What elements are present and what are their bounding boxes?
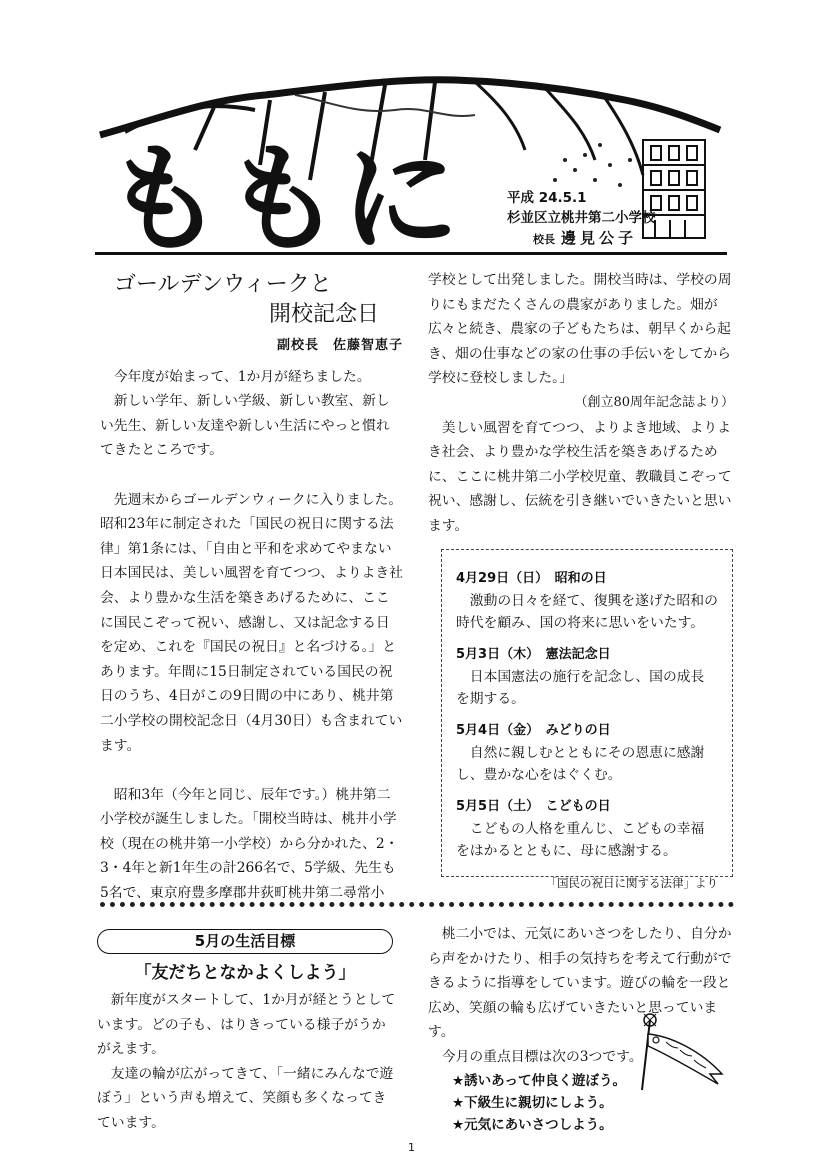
article-paragraph: 今年度が始まって、1か月が経ちました。 (113, 368, 371, 385)
masthead-rule (95, 252, 727, 255)
goals-left-column (97, 988, 397, 1136)
page-number: 1 (408, 1141, 415, 1154)
goal-slogan: 「友だちとなかよくしよう」 (134, 963, 356, 983)
holiday-description: こどもの人格を重んじ、こどもの幸福をはかるとともに、母に感謝する。 (456, 821, 705, 859)
holiday-source: 「国民の祝日に関する法律」より (545, 876, 718, 890)
holiday-item (456, 720, 718, 786)
holiday-heading: 4月29日（日） 昭和の日 (456, 571, 607, 586)
holiday-description: 自然に親しむとともにその恩恵に感謝し、豊かな心をはぐくむ。 (456, 745, 705, 783)
goals-paragraph: 友達の輪が広がってきて、「一緒にみんなで遊ぼう」という声も増えて、笑顔も多くなってきています。 (97, 1065, 394, 1131)
article-paragraph: 新しい学年、新しい学級、新しい教室、新しい先生、新しい友達や新しい生活にやっと慣れてきたところです。 (100, 393, 390, 459)
goals-paragraph: 桃二小では、元気にあいさつをしたり、自分から声をかけたり、相手の気持ちを考えて行動ができるように指導をしています。遊びの輪を一段と広め、笑顔の輪も広げていきたいと思っています。 (428, 926, 732, 1041)
masthead-info (507, 188, 656, 250)
principal-title: 校長 (533, 233, 555, 246)
goal-star-item: ★下級生に親切にしよう。 (452, 1094, 613, 1111)
article-right-column (428, 268, 734, 539)
holiday-item (456, 568, 718, 634)
goals-paragraph: 今月の重点目標は次の3つです。 (441, 1048, 643, 1065)
holiday-description: 激動の日々を経て、復興を遂げた昭和の時代を顧み、国の将来に思いをいたす。 (456, 593, 718, 631)
article-paragraph: 先週末からゴールデンウィークに入りました。昭和23年に制定された「国民の祝日に関する法律」第1条には、「自由と平和を求めてやまない日本国民は、美しい風習を育てつつ、よりよき社会、より豊かな生活を築きあげるために、ここに国民こぞって祝い、感謝し、又は記念する日を定め、これを『国民の祝日』と名づける。」とあります。年間に15日制定されている国民の祝日のうち、4日がこの9日間の中にあり、桃井第二小学校の開校記念日（4月30日）も含まれています。 (100, 491, 403, 754)
goal-banner: 5月の生活目標 (97, 929, 393, 954)
carp-streamer-icon (630, 1012, 730, 1092)
holiday-heading: 5月4日（金） みどりの日 (456, 723, 611, 738)
holiday-heading: 5月5日（土） こどもの日 (456, 799, 611, 814)
issue-date: 平成 24.5.1 (507, 190, 587, 206)
article-paragraph: 学校として出発しました。開校当時は、学校の周りにもまだたくさんの農家がありました。畑が広々と続き、農家の子どもたちは、朝早くから起き、畑の仕事などの家の仕事の手伝いをしてから学校に登校しました。」 (428, 272, 732, 387)
article-citation: （創立80周年記念誌より） (574, 394, 734, 410)
holiday-description: 日本国憲法の施行を記念し、国の成長を期する。 (456, 669, 705, 707)
article-byline: 副校長 佐藤智恵子 (276, 338, 403, 353)
holiday-box (441, 549, 733, 890)
article-title-line1: ゴールデンウィークと (114, 272, 332, 297)
article-paragraph: 昭和3年（今年と同じ、辰年です。）桃井第二小学校が誕生しました。「開校当時は、桃井小学校（現在の桃井第一小学校）から分かれた、2・3・4年と新1年生の計266名で、5学級、先生も5名で、東京府豊多摩郡井荻町桃井第二尋常小 (100, 786, 399, 902)
principal (533, 228, 656, 250)
goal-star-item: ★元気にあいさつしよう。 (452, 1116, 613, 1133)
article-title-line2: 開校記念日 (268, 302, 379, 327)
masthead (95, 70, 725, 255)
dotted-divider (100, 902, 734, 907)
article-left-column (100, 270, 403, 906)
goal-star-item: ★誘いあって仲良く遊ぼう。 (452, 1072, 626, 1089)
goals-paragraph: 新年度がスタートして、1か月が経とうとしています。どの子も、はりきっている様子がうかがえます。 (97, 992, 396, 1058)
masthead-title: ももに (105, 129, 460, 255)
holiday-item (456, 796, 718, 862)
principal-name: 邊見公子 (561, 229, 638, 247)
article-paragraph: 美しい風習を育てつつ、よりよき地域、よりよき社会、より豊かな学校生活を築きあげるために、ここに桃井第二小学校児童、教職員こぞって祝い、感謝し、伝統を引き継いでいきたいと思います。 (428, 419, 732, 534)
holiday-heading: 5月3日（木） 憲法記念日 (456, 647, 611, 662)
school-name: 杉並区立桃井第二小学校 (507, 210, 656, 226)
holiday-item (456, 644, 718, 710)
